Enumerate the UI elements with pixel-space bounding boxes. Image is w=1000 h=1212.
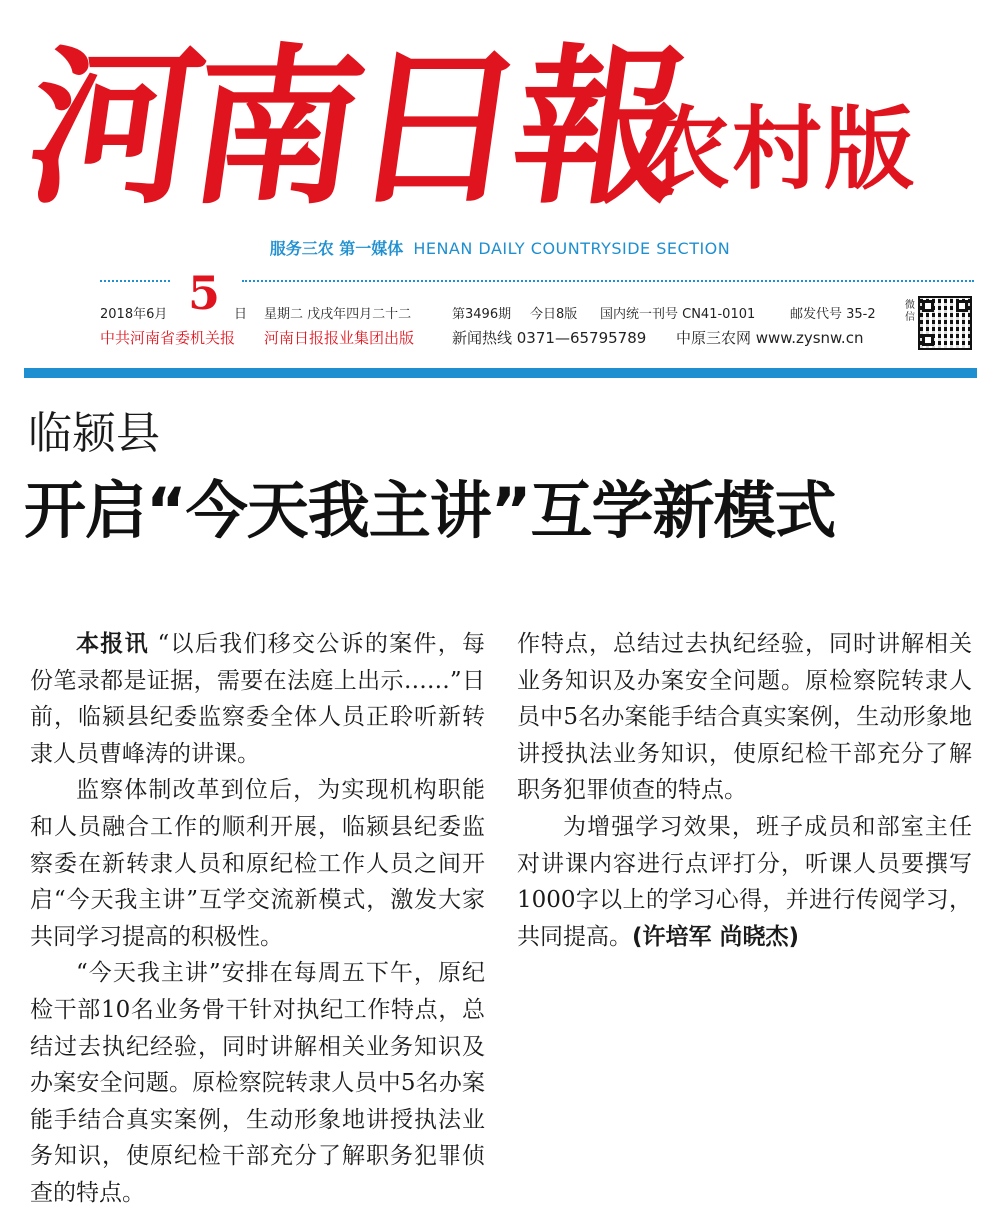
article-column-left — [30, 626, 486, 1206]
website: 中原三农网 www.zysnw.cn — [676, 329, 864, 347]
byline: 本报讯 — [76, 631, 149, 657]
paragraph-4-text: 为增强学习效果，班子成员和部室主任对讲课内容进行点评打分，听课人员要撰写1000字以上的学习心得，并进行传阅学习，共同提高。 — [517, 813, 972, 950]
page-count: 今日8版 — [530, 307, 578, 322]
slogan — [0, 238, 1000, 260]
slogan-chinese: 服务三农 第一媒体 — [269, 239, 404, 258]
article-column-right — [517, 626, 972, 955]
issue-number: 第3496期 — [452, 307, 512, 322]
paragraph-1 — [30, 626, 485, 772]
edition-title: 农村版 — [640, 97, 916, 202]
newspaper-logo: 河南日報 — [15, 28, 693, 228]
publisher: 河南日报报业集团出版 — [264, 329, 415, 347]
author-credit: (许培军 尚晓杰) — [632, 923, 800, 950]
date-prefix: 2018年6月 — [100, 307, 168, 322]
paragraph-4 — [517, 809, 972, 955]
dotted-divider-right — [242, 280, 974, 282]
qr-finder-bottom-left — [922, 334, 934, 346]
date-day: 5 — [187, 266, 220, 320]
paragraph-3-continued: 作特点，总结过去执纪经验，同时讲解相关业务知识及办案安全问题。原检察院转隶人员中5名办案能手结合真实案例，生动形象地讲授执法业务知识，使原纪检干部充分了解职务犯罪侦查的特点。 — [517, 631, 972, 804]
paragraph-2: 监察体制改革到位后，为实现机构职能和人员融合工作的顺利开展，临颍县纪委监察委在新转隶人员和原纪检工作人员之间开启“今天我主讲”互学交流新模式，激发大家共同学习提高的积极性。 — [30, 777, 485, 950]
qr-code-icon — [918, 296, 972, 350]
paragraph-1-text: “以后我们移交公诉的案件，每份笔录都是证据，需要在法庭上出示……”日前，临颍县纪委监察委全体人员正聆听新转隶人员曹峰涛的讲课。 — [30, 631, 486, 767]
article-kicker: 临颍县 — [28, 408, 160, 459]
qr-finder-top-left — [922, 300, 934, 312]
masthead-rule — [24, 368, 977, 378]
cn-number: 国内统一刊号 CN41-0101 — [600, 307, 756, 322]
weekday-lunar-date: 星期二 戊戌年四月二十二 — [264, 307, 412, 322]
dotted-divider-left — [100, 280, 170, 282]
sponsor: 中共河南省委机关报 — [100, 329, 236, 347]
article-headline: 开启“今天我主讲”互学新模式 — [24, 474, 836, 547]
qr-finder-top-right — [956, 300, 968, 312]
date-suffix: 日 — [234, 307, 248, 322]
news-hotline: 新闻热线 0371—65795789 — [452, 329, 647, 347]
postal-code: 邮发代号 35-2 — [790, 307, 876, 322]
slogan-english: HENAN DAILY COUNTRYSIDE SECTION — [413, 239, 731, 258]
masthead — [0, 0, 1000, 380]
qr-label: 微信 — [905, 300, 915, 323]
paragraph-3: “今天我主讲”安排在每周五下午，原纪检干部10名业务骨干针对执纪工作特点，总结过去执纪经验，同时讲解相关业务知识及办案安全问题。原检察院转隶人员中5名办案能手结合真实案例，生动形象地讲授执法业务知识，使原纪检干部充分了解职务犯罪侦查的特点。 — [30, 960, 485, 1206]
